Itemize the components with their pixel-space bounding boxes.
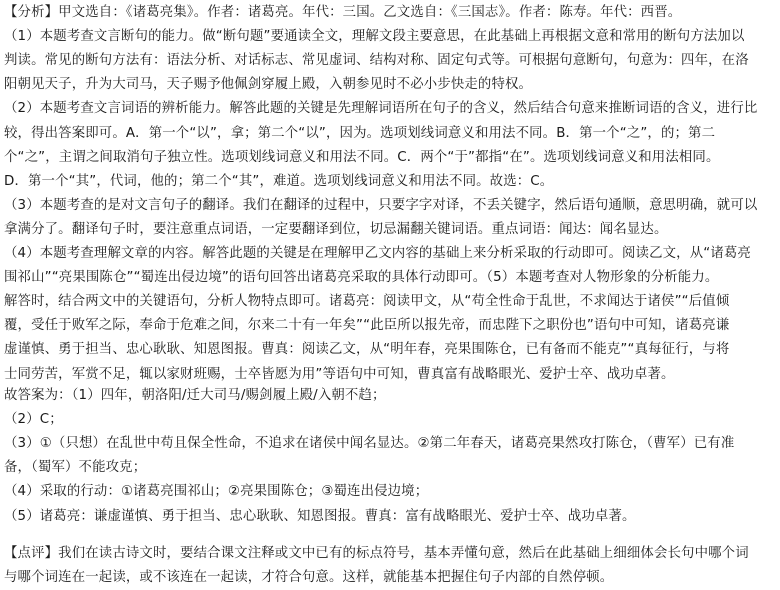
analysis-line: 阳朝见天子，升为大司马，天子赐予他佩剑穿履上殿，入朝参见时不必小步快走的特权。: [4, 77, 533, 93]
answer-line: （2）C；: [4, 412, 63, 428]
analysis-line: D．第一个“其”，代词，他的；第二个“其”，难道。选项划线词意义和用法不同。故选：C。: [4, 173, 554, 189]
analysis-line: 判读。常见的断句方法有：语法分析、对话标志、常见虚词、结构对称、固定句式等。可根据句意断句，句意为：四年，在洛: [4, 53, 749, 69]
analysis-line: 解答时，结合两文中的关键语句，分析人物特点即可。诸葛亮：阅读甲文，从“苟全性命于乱世，不求闻达于诸侯”“后值倾: [4, 294, 730, 310]
analysis-line: 个“之”，主谓之间取消句子独立性。选项划线词意义和用法不同。C．两个“于”都指“在”。选项划线词意义和用法相同。: [4, 149, 720, 165]
analysis-line: 【分析】甲文选自：《诸葛亮集》。作者：诸葛亮。年代：三国。乙文选自：《三国志》。作者：陈寿。年代：西晋。: [4, 5, 682, 20]
answer-line: 备，（蜀军）不能攻克；: [4, 460, 147, 476]
comment-line: 与哪个词连在一起读，或不该连在一起读，才符合句意。这样，就能基本把握住句子内部的自然停顿。: [4, 570, 614, 585]
comment-line: 【点评】我们在读古诗文时，要结合课文注释或文中已有的标点符号，基本弄懂句意，然后在此基础上细细体会长句中哪个词: [4, 546, 749, 561]
analysis-line: 士同劳苦，军赏不足，辄以家财班赐，士卒皆愿为用”等语句中可知，曹真富有战略眼光、爱护士卒、战功卓著。: [4, 366, 675, 382]
answer-line: （3）①（只想）在乱世中苟且保全性命，不追求在诸侯中闻名显达。②第二年春天，诸葛亮果然攻打陈仓，（曹军）已有准: [4, 436, 735, 452]
analysis-line: （2）本题考查文言词语的辨析能力。解答此题的关键是先理解词语所在句子的含义，然后结合句意来推断词语的含义，进行比: [4, 101, 758, 117]
answer-line: 故答案为：（1）四年，朝洛阳/迁大司马/赐剑履上殿/入朝不趋；: [4, 388, 386, 403]
analysis-line: 围祁山”“亮果围陈仓”“蜀连出侵边境”的语句回答出诸葛亮采取的具体行动即可。（5）本题考查对人物形象的分析能力。: [4, 270, 719, 286]
analysis-line: 虚谨慎、勇于担当、忠心耿耿、知恩图报。曹真：阅读乙文，从“明年春，亮果围陈仓，已有备而不能克”“真每征行，与将: [4, 342, 730, 358]
analysis-line: 覆，受任于败军之际，奉命于危难之间，尔来二十有一年矣”“此臣所以报先帝，而忠陛下之职份也”语句中可知，诸葛亮谦: [4, 318, 730, 334]
analysis-line: （4）本题考查理解文章的内容。解答此题的关键是在理解甲乙文内容的基础上来分析采取的行动即可。阅读乙文，从“诸葛亮: [4, 246, 751, 261]
analysis-line: 较，得出答案即可。A．第一个“以”，拿；第二个“以”，因为。选项划线词意义和用法不同。B．第一个“之”，的；第二: [4, 125, 716, 141]
answer-line: （5）诸葛亮：谦虚谨慎、勇于担当、忠心耿耿、知恩图报。曹真：富有战略眼光、爱护士卒、战功卓著。: [4, 508, 636, 524]
analysis-line: （3）本题考查的是对文言句子的翻译。我们在翻译的过程中，只要字字对译，不丢关键字，然后语句通顺，意思明确，就可以: [4, 197, 758, 213]
analysis-line: 拿满分了。翻译句子时，要注意重点词语，一定要翻译到位，切忌漏翻关键词语。重点词语：闻达：闻名显达。: [4, 221, 668, 237]
analysis-line: （1）本题考查文言断句的能力。做“断句题”要通读全文，理解文段主要意思，在此基础上再根据文意和常用的断句方法加以: [4, 29, 745, 45]
answer-line: （4）采取的行动：①诸葛亮围祁山；②亮果围陈仓；③蜀连出侵边境；: [4, 484, 429, 500]
